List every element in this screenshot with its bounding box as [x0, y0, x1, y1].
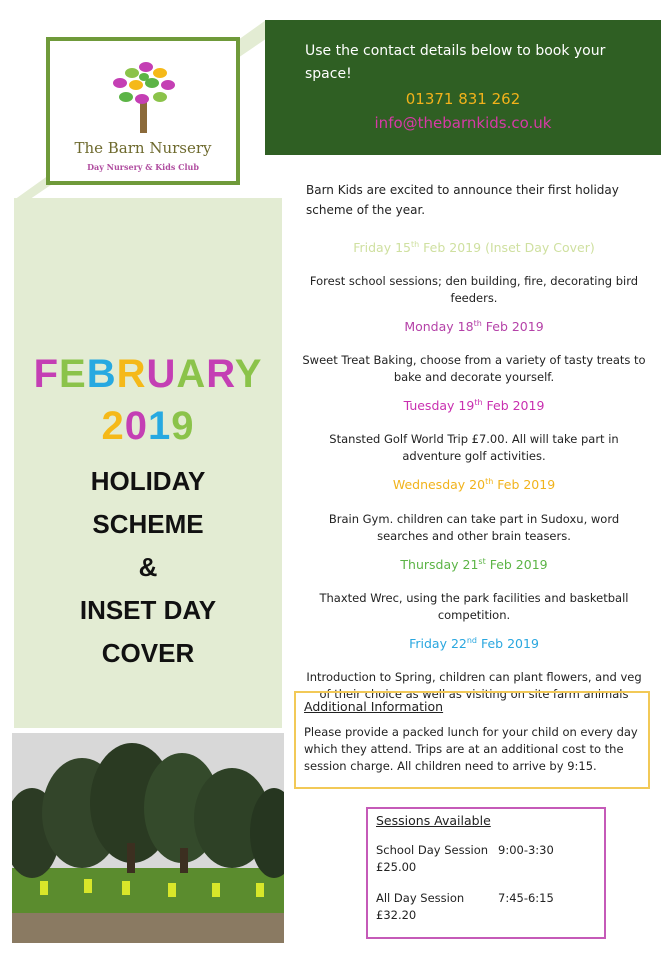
month-letter: Y: [234, 352, 263, 396]
session-price: £25.00: [376, 860, 417, 874]
events-list: [296, 228, 652, 707]
event-date: Friday 22nd Feb 2019: [409, 635, 539, 651]
month-letter: A: [176, 352, 207, 396]
contact-email[interactable]: info@thebarnkids.co.uk: [374, 114, 552, 132]
headline: [14, 350, 282, 675]
session-item: [376, 890, 596, 924]
headline-year: [14, 402, 282, 450]
event-date: Monday 18th Feb 2019: [404, 319, 544, 335]
year-letter: 0: [124, 404, 148, 448]
tree-logo-icon: [102, 53, 184, 137]
event-description: Brain Gym. children can take part in Sudoxu, word searches and other brain teasers.: [328, 511, 620, 543]
month-letter: E: [59, 352, 87, 396]
headline-line: SCHEME: [92, 509, 204, 539]
logo-name: The Barn Nursery: [74, 139, 212, 157]
logo: [46, 37, 240, 185]
sessions-list: [376, 842, 596, 924]
contact-box: [265, 20, 661, 155]
contact-phone[interactable]: 01371 831 262: [405, 90, 521, 108]
headline-line: HOLIDAY: [90, 466, 206, 496]
session-item: [376, 842, 596, 876]
headline-line: INSET DAY: [79, 595, 217, 625]
children-outdoor-photo: [12, 733, 284, 943]
event-date: Thursday 21st Feb 2019: [400, 556, 548, 572]
event-description: Stansted Golf World Trip £7.00. All will take part in adventure golf activities.: [329, 432, 619, 464]
event-date: Wednesday 20th Feb 2019: [392, 477, 556, 493]
session-name: All Day Session: [376, 891, 465, 905]
year-letter: 2: [101, 404, 125, 448]
headline-lines: [14, 460, 282, 675]
month-letter: R: [206, 352, 235, 396]
headline-month: [14, 350, 282, 398]
month-letter: F: [33, 352, 60, 396]
additional-info-title: Additional Information: [304, 699, 444, 714]
logo-subtitle: Day Nursery & Kids Club: [87, 162, 199, 172]
sessions-box: [366, 807, 606, 939]
session-price: £32.20: [376, 908, 417, 922]
event-date: Tuesday 19th Feb 2019: [403, 398, 545, 414]
event-description: Sweet Treat Baking, choose from a variety of tasty treats to bake and decorate yourself.: [302, 353, 646, 385]
session-time: 7:45-6:15: [498, 891, 554, 905]
additional-info-text: Please provide a packed lunch for your child on every day which they attend. Trips are at an additional cost to the session charge. All children need to arrive by 9:15.: [304, 725, 638, 773]
contact-intro: Use the contact details below to book your space!: [305, 43, 606, 82]
event-date: Friday 15th Feb 2019 (Inset Day Cover): [353, 240, 595, 256]
month-letter: R: [116, 352, 147, 396]
year-letter: 9: [171, 404, 195, 448]
additional-info-box: [294, 691, 650, 789]
event-description: Thaxted Wrec, using the park facilities and basketball competition.: [319, 590, 629, 622]
event-description: Introduction to Spring, children can plant flowers, and veg of their choice as well as visiting on site farm animals: [306, 669, 642, 701]
month-letter: U: [146, 352, 177, 396]
headline-line: &: [138, 552, 158, 582]
session-name: School Day Session: [376, 843, 489, 857]
event-description: Forest school sessions; den building, fire, decorating bird feeders.: [309, 274, 639, 306]
month-letter: B: [86, 352, 117, 396]
year-letter: 1: [148, 404, 172, 448]
sessions-title: Sessions Available: [376, 813, 491, 828]
intro-text: Barn Kids are excited to announce their first holiday scheme of the year.: [306, 183, 619, 217]
session-time: 9:00-3:30: [498, 843, 554, 857]
headline-line: COVER: [101, 638, 195, 668]
